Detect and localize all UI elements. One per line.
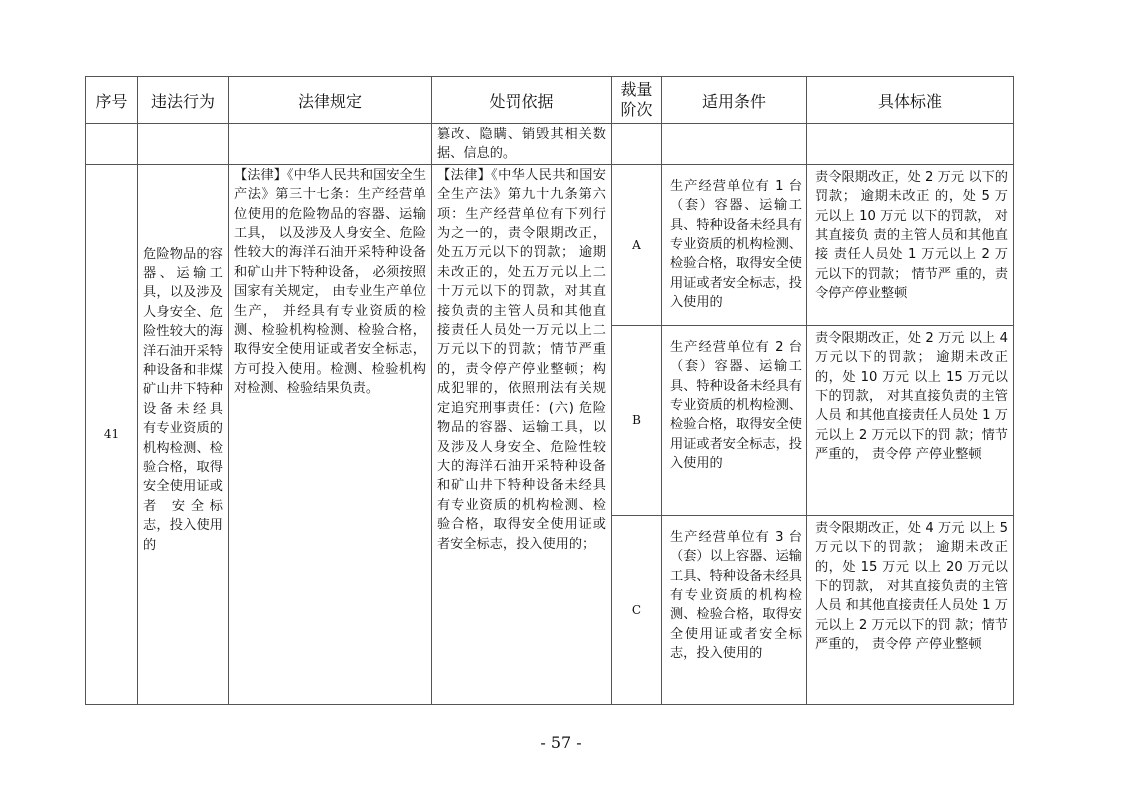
tier-standard-a: 责令限期改正，处 2 万元 以下的罚款； 逾期未改正 的，处 5 万元以上 10 万元 以下的罚款， 对其直接负 责的主管人员和其他直接 责任人员处 1 万元以上 2 万元以下的罚款； 情节严 重的，责令停产停业整顿 <box>807 164 1014 325</box>
page-number: - 57 - <box>540 733 582 752</box>
header-basis: 处罚依据 <box>432 77 612 124</box>
tier-standard-b: 责令限期改正，处 2 万元 以上 4 万元以下的罚款； 逾期未改正的，处 10 万元 以上 15 万元以下的罚款， 对其直接负责的主管人员 和其他直接责任人员处 1 万元以上 2 万元以下的罚 款；情节严重的， 责令停 产停业整顿 <box>807 325 1014 515</box>
violation-text: 危险物品的容器、运输工具，以及涉及人身安全、危险性较大的海洋石油开采特种设备和非煤矿山井下特种 设备未经具 有专业资质的机构检测、检验合格，取得安全使用证或者 安全标志，投入使用的 <box>138 164 229 704</box>
tier-condition-a: 生产经营单位有 1 台（套）容器、运输工具、特种设备未经具有专业资质的机构检测、检验合格，取得安全使用证或者安全标志，投入使用的 <box>662 164 807 325</box>
continuation-basis: 篡改、隐瞒、销毁其相关数据、信息的。 <box>432 124 612 165</box>
tier-level-c: C <box>612 515 662 704</box>
continuation-row <box>86 124 1014 165</box>
header-standard: 具体标准 <box>807 77 1014 124</box>
row-number: 41 <box>86 164 138 704</box>
header-violation: 违法行为 <box>138 77 229 124</box>
header-condition: 适用条件 <box>662 77 807 124</box>
basis-text: 【法律】《中华人民共和国安全生产法》第九十九条第六项：生产经营单位有下列行为之一的，责令限期改正，处五万元以下的罚款； 逾期未改正的，处五万元以上二十万元以下的罚款，对其直接负责的主管人员和其他直接责任人员处一万元以上二万元以下的罚款；情节严重的，责令停产停业整顿；构成犯罪的，依照刑法有关规定追究刑事责任：(六) 危险物品的容器、运输工具，以及涉及人身安全、危险性较大的海洋石油开采特种设备和矿山井下特种设备未经具有专业资质的机构检测、检验合格，取得安全使用证或者安全标志，投入使用的； <box>432 164 612 704</box>
penalty-table <box>85 76 1014 705</box>
header-row <box>86 77 1014 124</box>
law-text: 【法律】《中华人民共和国安全生产法》第三十七条：生产经营单位使用的危险物品的容器、运输工具， 以及涉及人身安全、危险性较大的海洋石油开采特种设备和矿山井下特种设备， 必须按照国家有关规定， 由专业生产单位生产， 并经具有专业资质的检测、检验机构检测、检验合格，取得安全使用证或者安全标志， 方可投入使用。检测、检验机构对检测、检验结果负责。 <box>229 164 432 704</box>
tier-condition-b: 生产经营单位有 2 台（套）容器、运输工具、特种设备未经具有专业资质的机构检测、检验合格，取得安全使用证或者安全标志，投入使用的 <box>662 325 807 515</box>
header-level: 裁量阶次 <box>612 77 662 124</box>
header-number: 序号 <box>86 77 138 124</box>
tier-level-b: B <box>612 325 662 515</box>
tier-condition-c: 生产经营单位有 3 台（套）以上容器、运输工具、特种设备未经具有专业资质的机构检测、检验合格，取得安全使用证或者安全标志，投入使用的 <box>662 515 807 704</box>
tier-level-a: A <box>612 164 662 325</box>
tier-standard-c: 责令限期改正，处 4 万元 以上 5 万元以下的罚款； 逾期未改正的，处 15 万元 以上 20 万元以下的罚款， 对其直接负责的主管人员 和其他直接责任人员处 1 万元以上 2 万元以下的罚 款；情节严重的， 责令停 产停业整顿 <box>807 515 1014 704</box>
header-law: 法律规定 <box>229 77 432 124</box>
table-row <box>86 164 1014 325</box>
